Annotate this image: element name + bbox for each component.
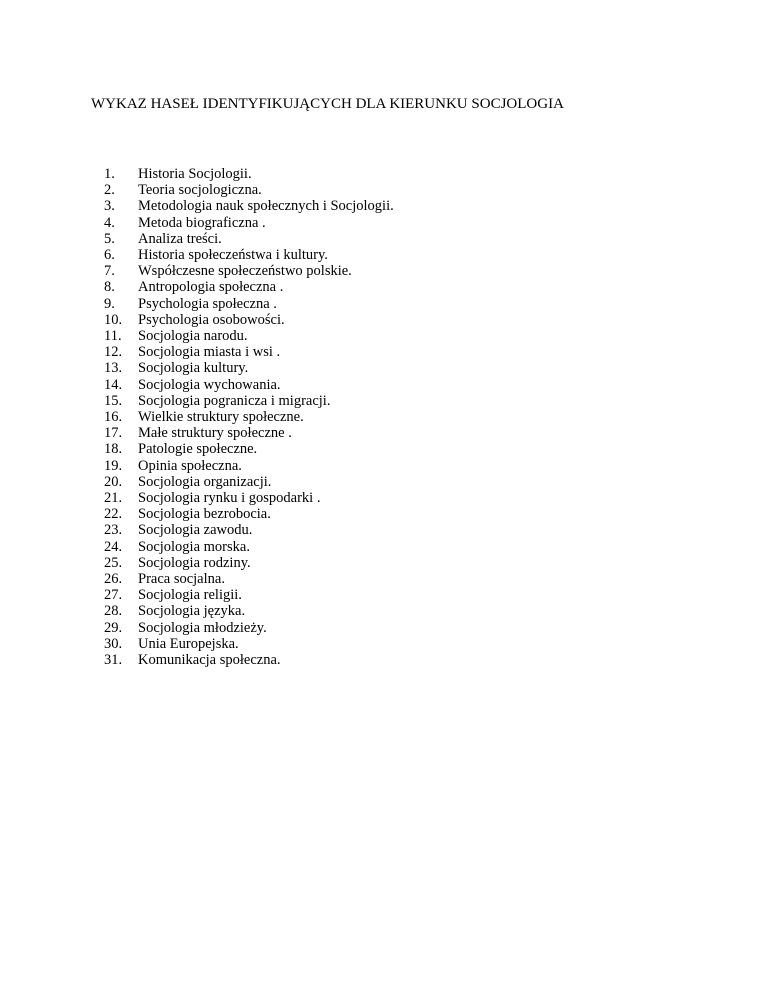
list-item-number: 14. bbox=[104, 376, 123, 393]
list-item bbox=[104, 441, 394, 457]
list-item-number: 5. bbox=[104, 230, 115, 247]
list-item-text: Socjologia rodziny. bbox=[138, 554, 251, 571]
list-item bbox=[104, 215, 394, 231]
list-item bbox=[104, 344, 394, 360]
list-item-text: Socjologia organizacji. bbox=[138, 473, 272, 490]
list-item-text: Metoda biograficzna . bbox=[138, 214, 266, 231]
list-item-number: 7. bbox=[104, 263, 115, 280]
list-item-number: 31. bbox=[104, 652, 123, 669]
list-item bbox=[104, 360, 394, 376]
list-item bbox=[104, 328, 394, 344]
list-item-number: 3. bbox=[104, 198, 115, 215]
list-item-text: Socjologia narodu. bbox=[138, 328, 248, 345]
list-item-text: Psychologia społeczna . bbox=[138, 295, 277, 312]
list-item-number: 29. bbox=[104, 619, 123, 636]
list-item-number: 8. bbox=[104, 279, 115, 296]
list-item-number: 12. bbox=[104, 344, 123, 361]
document-title: WYKAZ HASEŁ IDENTYFIKUJĄCYCH DLA KIERUNKU SOCJOLOGIA bbox=[91, 96, 564, 112]
list-item bbox=[104, 636, 394, 652]
topic-list bbox=[104, 166, 394, 668]
list-item bbox=[104, 474, 394, 490]
list-item-text: Socjologia bezrobocia. bbox=[138, 506, 271, 523]
list-item-number: 21. bbox=[104, 490, 123, 507]
list-item-number: 24. bbox=[104, 538, 123, 555]
list-item-number: 16. bbox=[104, 409, 123, 426]
list-item bbox=[104, 198, 394, 214]
list-item-text: Psychologia osobowości. bbox=[138, 311, 285, 328]
list-item-number: 25. bbox=[104, 554, 123, 571]
list-item bbox=[104, 603, 394, 619]
list-item bbox=[104, 393, 394, 409]
list-item-text: Socjologia miasta i wsi . bbox=[138, 344, 281, 361]
list-item-text: Analiza treści. bbox=[138, 230, 222, 247]
list-item bbox=[104, 166, 394, 182]
list-item-text: Socjologia zawodu. bbox=[138, 522, 253, 539]
list-item-number: 28. bbox=[104, 603, 123, 620]
list-item-text: Wielkie struktury społeczne. bbox=[138, 409, 304, 426]
list-item-text: Socjologia języka. bbox=[138, 603, 246, 620]
list-item-text: Komunikacja społeczna. bbox=[138, 652, 281, 669]
list-item bbox=[104, 522, 394, 538]
list-item-number: 23. bbox=[104, 522, 123, 539]
list-item-number: 20. bbox=[104, 473, 123, 490]
list-item-text: Unia Europejska. bbox=[138, 635, 239, 652]
list-item-number: 22. bbox=[104, 506, 123, 523]
list-item bbox=[104, 263, 394, 279]
list-item-text: Socjologia religii. bbox=[138, 587, 242, 604]
list-item bbox=[104, 490, 394, 506]
list-item bbox=[104, 279, 394, 295]
list-item bbox=[104, 620, 394, 636]
list-item bbox=[104, 539, 394, 555]
list-item bbox=[104, 409, 394, 425]
list-item-number: 18. bbox=[104, 441, 123, 458]
list-item bbox=[104, 652, 394, 668]
list-item-number: 30. bbox=[104, 635, 123, 652]
list-item bbox=[104, 296, 394, 312]
list-item-text: Opinia społeczna. bbox=[138, 457, 242, 474]
list-item bbox=[104, 587, 394, 603]
list-item-number: 13. bbox=[104, 360, 123, 377]
list-item bbox=[104, 312, 394, 328]
list-item-text: Współczesne społeczeństwo polskie. bbox=[138, 263, 352, 280]
list-item-number: 6. bbox=[104, 247, 115, 264]
list-item-number: 26. bbox=[104, 571, 123, 588]
list-item bbox=[104, 555, 394, 571]
list-item bbox=[104, 458, 394, 474]
list-item-text: Socjologia wychowania. bbox=[138, 376, 281, 393]
list-item-number: 19. bbox=[104, 457, 123, 474]
list-item-text: Socjologia pogranicza i migracji. bbox=[138, 392, 331, 409]
list-item bbox=[104, 182, 394, 198]
list-item-number: 11. bbox=[104, 328, 122, 345]
list-item-number: 10. bbox=[104, 311, 123, 328]
list-item-number: 4. bbox=[104, 214, 115, 231]
list-item-text: Socjologia młodzieży. bbox=[138, 619, 267, 636]
list-item-text: Antropologia społeczna . bbox=[138, 279, 284, 296]
list-item-text: Małe struktury społeczne . bbox=[138, 425, 292, 442]
list-item-text: Socjologia rynku i gospodarki . bbox=[138, 490, 321, 507]
list-item bbox=[104, 571, 394, 587]
list-item bbox=[104, 506, 394, 522]
list-item bbox=[104, 377, 394, 393]
list-item-number: 27. bbox=[104, 587, 123, 604]
list-item-text: Teoria socjologiczna. bbox=[138, 182, 262, 199]
list-item-text: Socjologia morska. bbox=[138, 538, 250, 555]
list-item-number: 2. bbox=[104, 182, 115, 199]
list-item-text: Historia społeczeństwa i kultury. bbox=[138, 247, 328, 264]
list-item-text: Socjologia kultury. bbox=[138, 360, 249, 377]
list-item bbox=[104, 231, 394, 247]
list-item-text: Metodologia nauk społecznych i Socjologii. bbox=[138, 198, 394, 215]
list-item-number: 15. bbox=[104, 392, 123, 409]
list-item-number: 17. bbox=[104, 425, 123, 442]
list-item-text: Patologie społeczne. bbox=[138, 441, 258, 458]
list-item-number: 9. bbox=[104, 295, 115, 312]
list-item-text: Historia Socjologii. bbox=[138, 166, 252, 182]
list-item-number: 1. bbox=[104, 166, 115, 182]
list-item bbox=[104, 425, 394, 441]
list-item bbox=[104, 247, 394, 263]
list-item-text: Praca socjalna. bbox=[138, 571, 225, 588]
